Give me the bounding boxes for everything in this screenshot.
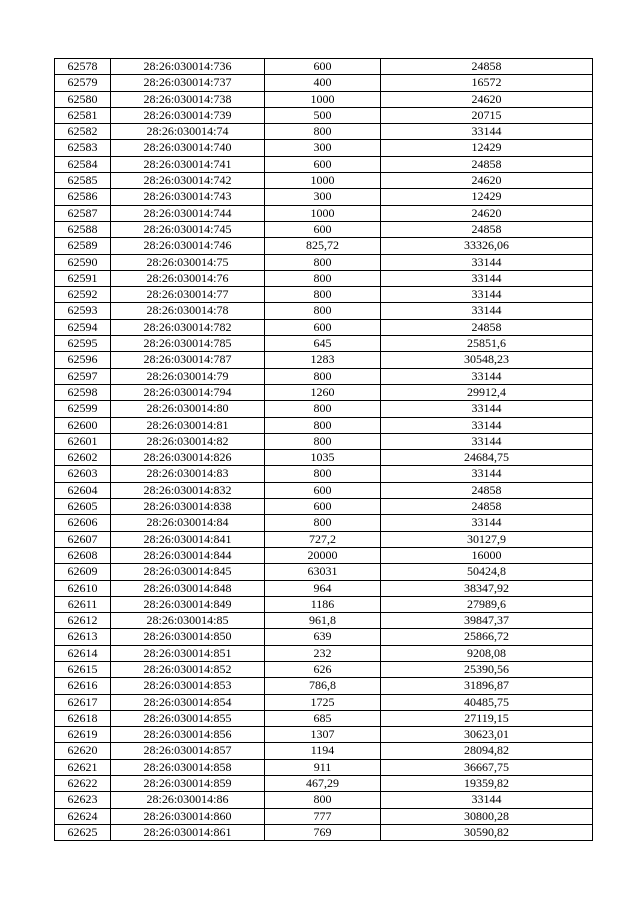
row-number-cell: 62589 [55, 238, 111, 254]
area-cell: 786,8 [265, 678, 381, 694]
value-cell: 16000 [381, 547, 593, 563]
area-cell: 1283 [265, 352, 381, 368]
area-cell: 769 [265, 824, 381, 840]
row-number-cell: 62621 [55, 759, 111, 775]
value-cell: 30127,9 [381, 531, 593, 547]
table-row [55, 727, 593, 743]
cadastral-number-cell: 28:26:030014:850 [111, 629, 265, 645]
table-row [55, 173, 593, 189]
cadastral-number-cell: 28:26:030014:79 [111, 368, 265, 384]
table-row [55, 75, 593, 91]
table-row [55, 401, 593, 417]
value-cell: 33144 [381, 466, 593, 482]
value-cell: 12429 [381, 189, 593, 205]
row-number-cell: 62606 [55, 515, 111, 531]
cadastral-number-cell: 28:26:030014:740 [111, 140, 265, 156]
area-cell: 1035 [265, 450, 381, 466]
area-cell: 800 [265, 254, 381, 270]
area-cell: 800 [265, 368, 381, 384]
value-cell: 30623,01 [381, 727, 593, 743]
value-cell: 27989,6 [381, 596, 593, 612]
value-cell: 25851,6 [381, 336, 593, 352]
value-cell: 33144 [381, 401, 593, 417]
value-cell: 30548,23 [381, 352, 593, 368]
cadastral-number-cell: 28:26:030014:845 [111, 564, 265, 580]
value-cell: 24620 [381, 205, 593, 221]
value-cell: 24858 [381, 499, 593, 515]
table-row [55, 661, 593, 677]
value-cell: 33144 [381, 270, 593, 286]
row-number-cell: 62598 [55, 384, 111, 400]
row-number-cell: 62600 [55, 417, 111, 433]
cadastral-number-cell: 28:26:030014:80 [111, 401, 265, 417]
row-number-cell: 62599 [55, 401, 111, 417]
cadastral-number-cell: 28:26:030014:860 [111, 808, 265, 824]
table-row [55, 156, 593, 172]
area-cell: 400 [265, 75, 381, 91]
row-number-cell: 62611 [55, 596, 111, 612]
area-cell: 800 [265, 417, 381, 433]
area-cell: 500 [265, 107, 381, 123]
area-cell: 800 [265, 270, 381, 286]
value-cell: 39847,37 [381, 613, 593, 629]
table-row [55, 205, 593, 221]
cadastral-number-cell: 28:26:030014:738 [111, 91, 265, 107]
value-cell: 33144 [381, 254, 593, 270]
cadastral-number-cell: 28:26:030014:737 [111, 75, 265, 91]
cadastral-number-cell: 28:26:030014:841 [111, 531, 265, 547]
row-number-cell: 62581 [55, 107, 111, 123]
table-row [55, 417, 593, 433]
table-row [55, 336, 593, 352]
table-row [55, 270, 593, 286]
row-number-cell: 62590 [55, 254, 111, 270]
table-row [55, 629, 593, 645]
cadastral-number-cell: 28:26:030014:848 [111, 580, 265, 596]
cadastral-number-cell: 28:26:030014:74 [111, 124, 265, 140]
table-row [55, 710, 593, 726]
area-cell: 639 [265, 629, 381, 645]
area-cell: 825,72 [265, 238, 381, 254]
value-cell: 24684,75 [381, 450, 593, 466]
cadastral-number-cell: 28:26:030014:861 [111, 824, 265, 840]
cadastral-number-cell: 28:26:030014:852 [111, 661, 265, 677]
table-row [55, 499, 593, 515]
table-row [55, 743, 593, 759]
area-cell: 600 [265, 482, 381, 498]
cadastral-number-cell: 28:26:030014:853 [111, 678, 265, 694]
row-number-cell: 62578 [55, 59, 111, 75]
table-row [55, 221, 593, 237]
row-number-cell: 62585 [55, 173, 111, 189]
area-cell: 1000 [265, 91, 381, 107]
cadastral-number-cell: 28:26:030014:78 [111, 303, 265, 319]
value-cell: 25390,56 [381, 661, 593, 677]
cadastral-number-cell: 28:26:030014:855 [111, 710, 265, 726]
area-cell: 232 [265, 645, 381, 661]
row-number-cell: 62587 [55, 205, 111, 221]
cadastral-number-cell: 28:26:030014:858 [111, 759, 265, 775]
row-number-cell: 62607 [55, 531, 111, 547]
area-cell: 961,8 [265, 613, 381, 629]
cadastral-number-cell: 28:26:030014:84 [111, 515, 265, 531]
cadastral-number-cell: 28:26:030014:844 [111, 547, 265, 563]
value-cell: 33144 [381, 124, 593, 140]
value-cell: 24858 [381, 319, 593, 335]
row-number-cell: 62597 [55, 368, 111, 384]
table-row [55, 368, 593, 384]
cadastral-number-cell: 28:26:030014:77 [111, 287, 265, 303]
cadastral-number-cell: 28:26:030014:76 [111, 270, 265, 286]
row-number-cell: 62622 [55, 776, 111, 792]
area-cell: 20000 [265, 547, 381, 563]
cadastral-number-cell: 28:26:030014:746 [111, 238, 265, 254]
cadastral-number-cell: 28:26:030014:82 [111, 433, 265, 449]
row-number-cell: 62593 [55, 303, 111, 319]
area-cell: 467,29 [265, 776, 381, 792]
value-cell: 33144 [381, 417, 593, 433]
row-number-cell: 62613 [55, 629, 111, 645]
area-cell: 800 [265, 792, 381, 808]
cadastral-number-cell: 28:26:030014:736 [111, 59, 265, 75]
cadastral-number-cell: 28:26:030014:745 [111, 221, 265, 237]
table-body [55, 59, 593, 841]
value-cell: 28094,82 [381, 743, 593, 759]
table-row [55, 824, 593, 840]
value-cell: 9208,08 [381, 645, 593, 661]
area-cell: 800 [265, 287, 381, 303]
area-cell: 1000 [265, 205, 381, 221]
cadastral-number-cell: 28:26:030014:856 [111, 727, 265, 743]
cadastral-number-cell: 28:26:030014:85 [111, 613, 265, 629]
row-number-cell: 62580 [55, 91, 111, 107]
area-cell: 645 [265, 336, 381, 352]
value-cell: 33144 [381, 368, 593, 384]
area-cell: 1260 [265, 384, 381, 400]
table-row [55, 678, 593, 694]
area-cell: 600 [265, 319, 381, 335]
table-row [55, 596, 593, 612]
table-row [55, 319, 593, 335]
cadastral-number-cell: 28:26:030014:859 [111, 776, 265, 792]
value-cell: 30800,28 [381, 808, 593, 824]
table-row [55, 580, 593, 596]
row-number-cell: 62601 [55, 433, 111, 449]
value-cell: 20715 [381, 107, 593, 123]
row-number-cell: 62595 [55, 336, 111, 352]
row-number-cell: 62610 [55, 580, 111, 596]
table-row [55, 124, 593, 140]
table-row [55, 759, 593, 775]
row-number-cell: 62604 [55, 482, 111, 498]
cadastral-number-cell: 28:26:030014:86 [111, 792, 265, 808]
table-row [55, 450, 593, 466]
table-row [55, 613, 593, 629]
row-number-cell: 62624 [55, 808, 111, 824]
value-cell: 12429 [381, 140, 593, 156]
area-cell: 1725 [265, 694, 381, 710]
cadastral-number-cell: 28:26:030014:75 [111, 254, 265, 270]
value-cell: 24858 [381, 221, 593, 237]
value-cell: 33144 [381, 515, 593, 531]
area-cell: 600 [265, 221, 381, 237]
cadastral-number-cell: 28:26:030014:857 [111, 743, 265, 759]
area-cell: 800 [265, 303, 381, 319]
table-row [55, 433, 593, 449]
value-cell: 16572 [381, 75, 593, 91]
area-cell: 1307 [265, 727, 381, 743]
table-row [55, 808, 593, 824]
area-cell: 600 [265, 59, 381, 75]
row-number-cell: 62603 [55, 466, 111, 482]
cadastral-number-cell: 28:26:030014:794 [111, 384, 265, 400]
row-number-cell: 62619 [55, 727, 111, 743]
row-number-cell: 62592 [55, 287, 111, 303]
table-row [55, 91, 593, 107]
table-row [55, 107, 593, 123]
area-cell: 800 [265, 515, 381, 531]
table-row [55, 352, 593, 368]
cadastral-number-cell: 28:26:030014:787 [111, 352, 265, 368]
row-number-cell: 62596 [55, 352, 111, 368]
value-cell: 27119,15 [381, 710, 593, 726]
value-cell: 24858 [381, 156, 593, 172]
area-cell: 1186 [265, 596, 381, 612]
table-row [55, 303, 593, 319]
table-row [55, 645, 593, 661]
table-row [55, 140, 593, 156]
cadastral-number-cell: 28:26:030014:742 [111, 173, 265, 189]
row-number-cell: 62625 [55, 824, 111, 840]
cadastral-number-cell: 28:26:030014:838 [111, 499, 265, 515]
table-row [55, 531, 593, 547]
row-number-cell: 62615 [55, 661, 111, 677]
table-row [55, 776, 593, 792]
row-number-cell: 62616 [55, 678, 111, 694]
table-row [55, 694, 593, 710]
area-cell: 777 [265, 808, 381, 824]
table-row [55, 254, 593, 270]
row-number-cell: 62584 [55, 156, 111, 172]
value-cell: 33144 [381, 433, 593, 449]
table-row [55, 238, 593, 254]
area-cell: 727,2 [265, 531, 381, 547]
row-number-cell: 62594 [55, 319, 111, 335]
table-row [55, 384, 593, 400]
value-cell: 40485,75 [381, 694, 593, 710]
area-cell: 626 [265, 661, 381, 677]
cadastral-number-cell: 28:26:030014:739 [111, 107, 265, 123]
row-number-cell: 62623 [55, 792, 111, 808]
area-cell: 964 [265, 580, 381, 596]
row-number-cell: 62591 [55, 270, 111, 286]
value-cell: 33326,06 [381, 238, 593, 254]
cadastral-number-cell: 28:26:030014:83 [111, 466, 265, 482]
value-cell: 31896,87 [381, 678, 593, 694]
value-cell: 30590,82 [381, 824, 593, 840]
value-cell: 24858 [381, 482, 593, 498]
row-number-cell: 62620 [55, 743, 111, 759]
area-cell: 1000 [265, 173, 381, 189]
area-cell: 300 [265, 189, 381, 205]
area-cell: 800 [265, 401, 381, 417]
cadastral-number-cell: 28:26:030014:782 [111, 319, 265, 335]
cadastral-number-cell: 28:26:030014:826 [111, 450, 265, 466]
table-row [55, 547, 593, 563]
value-cell: 38347,92 [381, 580, 593, 596]
area-cell: 911 [265, 759, 381, 775]
area-cell: 600 [265, 499, 381, 515]
row-number-cell: 62618 [55, 710, 111, 726]
row-number-cell: 62579 [55, 75, 111, 91]
value-cell: 33144 [381, 792, 593, 808]
table-row [55, 189, 593, 205]
area-cell: 800 [265, 466, 381, 482]
cadastral-number-cell: 28:26:030014:741 [111, 156, 265, 172]
value-cell: 19359,82 [381, 776, 593, 792]
row-number-cell: 62586 [55, 189, 111, 205]
cadastral-number-cell: 28:26:030014:832 [111, 482, 265, 498]
row-number-cell: 62583 [55, 140, 111, 156]
cadastral-number-cell: 28:26:030014:744 [111, 205, 265, 221]
value-cell: 33144 [381, 303, 593, 319]
value-cell: 29912,4 [381, 384, 593, 400]
area-cell: 600 [265, 156, 381, 172]
row-number-cell: 62582 [55, 124, 111, 140]
area-cell: 685 [265, 710, 381, 726]
cadastral-number-cell: 28:26:030014:785 [111, 336, 265, 352]
row-number-cell: 62602 [55, 450, 111, 466]
row-number-cell: 62617 [55, 694, 111, 710]
row-number-cell: 62608 [55, 547, 111, 563]
cadastral-number-cell: 28:26:030014:81 [111, 417, 265, 433]
table-row [55, 466, 593, 482]
value-cell: 24620 [381, 91, 593, 107]
area-cell: 1194 [265, 743, 381, 759]
area-cell: 800 [265, 433, 381, 449]
table-row [55, 792, 593, 808]
cadastral-table [54, 58, 593, 841]
table-row [55, 287, 593, 303]
row-number-cell: 62605 [55, 499, 111, 515]
area-cell: 63031 [265, 564, 381, 580]
area-cell: 800 [265, 124, 381, 140]
row-number-cell: 62612 [55, 613, 111, 629]
value-cell: 24858 [381, 59, 593, 75]
value-cell: 36667,75 [381, 759, 593, 775]
row-number-cell: 62614 [55, 645, 111, 661]
area-cell: 300 [265, 140, 381, 156]
value-cell: 25866,72 [381, 629, 593, 645]
table-row [55, 564, 593, 580]
cadastral-number-cell: 28:26:030014:851 [111, 645, 265, 661]
row-number-cell: 62588 [55, 221, 111, 237]
table-row [55, 482, 593, 498]
table-row [55, 59, 593, 75]
cadastral-number-cell: 28:26:030014:849 [111, 596, 265, 612]
cadastral-number-cell: 28:26:030014:854 [111, 694, 265, 710]
value-cell: 24620 [381, 173, 593, 189]
value-cell: 33144 [381, 287, 593, 303]
row-number-cell: 62609 [55, 564, 111, 580]
cadastral-number-cell: 28:26:030014:743 [111, 189, 265, 205]
value-cell: 50424,8 [381, 564, 593, 580]
table-row [55, 515, 593, 531]
